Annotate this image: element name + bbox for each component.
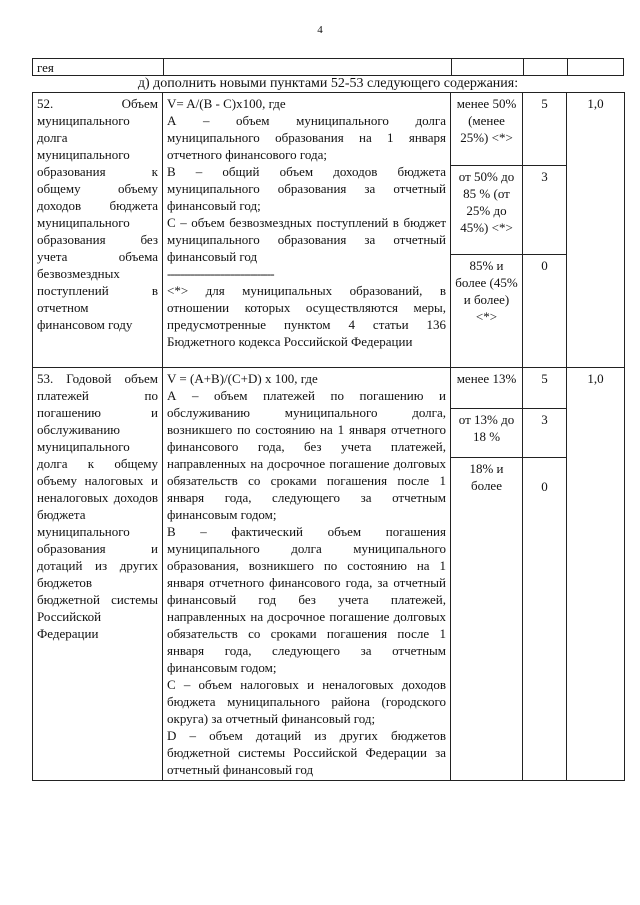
range-cell: от 50% до 85 % (от 25% до 45%) <*> bbox=[451, 166, 522, 255]
table-row-52 bbox=[33, 93, 625, 368]
scores bbox=[523, 93, 567, 368]
indicator-table bbox=[32, 92, 625, 781]
range-cell: от 13% до 18 % bbox=[451, 409, 522, 458]
range-cell: 85% и более (45% и более) <*> bbox=[455, 258, 518, 324]
formula-line: А – объем муниципального долга муниципального образования на 1 января отчетного финансового года; bbox=[167, 113, 446, 162]
score-cell: 0 bbox=[541, 479, 548, 494]
value-ranges bbox=[451, 368, 523, 781]
indicator-name: 53. Годовой объем платежей по погашению и обслуживанию муниципального долга к общему объему налоговых и неналоговых доходов бюджета муниципального образования и дотаций из других бюджетов бюджетной системы Российской Федерации bbox=[33, 368, 163, 781]
score-cell: 3 bbox=[523, 409, 566, 458]
score-cell: 5 bbox=[523, 93, 566, 166]
formula-line: С – объем безвозмездных поступлений в бюджет муниципального образования за отчетный финансовый год bbox=[167, 215, 446, 264]
indicator-name: 52. Объем муниципального долга муниципального образования к общему объему доходов бюджета муниципального образования без учета объема безвозмездных поступлений в отчетном финансовом году bbox=[33, 93, 163, 368]
indicator-formula bbox=[163, 368, 451, 781]
previous-table-fragment bbox=[32, 58, 624, 76]
value-ranges bbox=[451, 93, 523, 368]
page-number: 4 bbox=[317, 24, 323, 36]
weight-cell: 1,0 bbox=[567, 93, 625, 368]
range-cell: менее 50% (менее 25%) <*> bbox=[451, 93, 522, 166]
formula-line: С – объем налоговых и неналоговых доходов бюджета муниципального района (городского округа) за отчетный финансовый год; bbox=[167, 677, 446, 726]
formula-line: А – объем платежей по погашению и обслуживанию муниципального долга, возникшего по состоянию на 1 января отчетного финансового года, без учета платежей, направленных на досрочное погашение долговых обязательств со сроками погашения после 1 января года, следующего за отчетным финансовым годом; bbox=[167, 388, 446, 522]
footnote-text: <*> для муниципальных образований, в отношении которых осуществляются меры, предусмотренные пунктом 4 статьи 136 Бюджетного кодекса Российской Федерации bbox=[167, 283, 446, 349]
table-row-53 bbox=[33, 368, 625, 781]
formula-line: D – объем дотаций из других бюджетов бюджетной системы Российской Федерации за отчетный финансовый год bbox=[167, 728, 446, 777]
formula-line: В – общий объем доходов бюджета муниципального образования за отчетный финансовый год; bbox=[167, 164, 446, 213]
formula-line: V = (A+B)/(C+D) х 100, где bbox=[167, 371, 318, 386]
score-cell: 5 bbox=[523, 368, 566, 409]
score-cell: 0 bbox=[541, 258, 548, 273]
formula-line: V= A/(B - C)x100, где bbox=[167, 96, 286, 111]
weight-cell: 1,0 bbox=[567, 368, 625, 781]
indicator-formula bbox=[163, 93, 451, 368]
footnote-separator: -------------------------------- bbox=[167, 266, 274, 281]
fragment-text: гея bbox=[37, 60, 54, 75]
range-cell: менее 13% bbox=[451, 368, 522, 409]
formula-line: В – фактический объем погашения муниципального долга муниципального образования, возникшего по состоянию на 1 января отчетного финансового года, за отчетный финансовый год без учета платежей, направленных на досрочное погашение долговых обязательств со сроками погашения после 1 января года, следующего за отчетным финансовым годом; bbox=[167, 524, 446, 675]
score-cell: 3 bbox=[523, 166, 566, 255]
scores bbox=[523, 368, 567, 781]
amendment-intro: д) дополнить новыми пунктами 52-53 следующего содержания: bbox=[137, 76, 519, 91]
range-cell: 18% и более bbox=[469, 461, 504, 493]
